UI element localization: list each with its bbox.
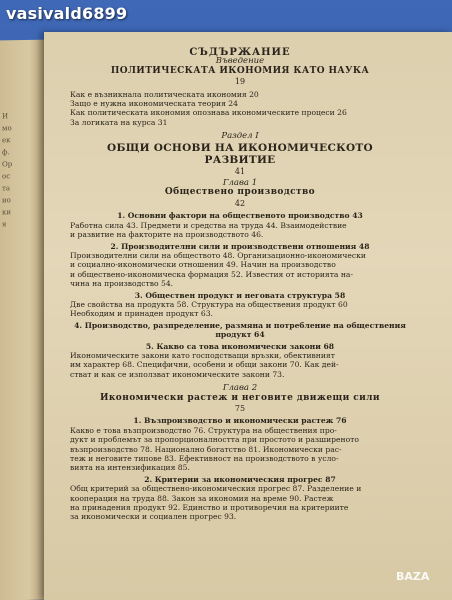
toc-entry: чина на производство 54. <box>70 279 174 289</box>
left-fragment: та <box>2 184 11 193</box>
chapter2-page: 75 <box>234 404 246 413</box>
toc-entry: Производителни сили на обществото 48. Организационно-икономически <box>70 250 366 260</box>
toc-entry: вията на интензификация 85. <box>70 463 190 473</box>
toc-entry: Две свойства на продукта 58. Структура на обществения продукт 60 <box>70 299 348 309</box>
left-fragment: Ор <box>2 160 13 169</box>
toc-subheading: 1. Възпроизводство и икономически растеж 76 <box>133 416 347 426</box>
toc-entry: Как политическата икономия опознава икономическите процеси 26 <box>70 108 347 118</box>
toc-entry: дукт и проблемът за пропорционалността при простото и разширеното <box>70 435 359 445</box>
toc-entry: и социално-икономически отношения 49. Начин на производство <box>70 260 336 270</box>
toc-subheading: 2. Критерии за икономическия прогрес 87 <box>144 474 336 484</box>
toc-entry: Икономическите закони като господстващи връзки, обективният <box>70 350 335 360</box>
table-of-contents <box>70 48 410 522</box>
toc-entry: За логиката на курса 31 <box>70 117 168 127</box>
chapter2-items <box>70 416 410 521</box>
chapter2-heading: Икономически растеж и неговите движещи сили <box>100 392 380 403</box>
toc-entry: Защо е нужна икономическата теория 24 <box>70 99 238 109</box>
intro-page: 19 <box>234 77 246 87</box>
left-fragment: И <box>2 112 9 121</box>
chapter1-items <box>70 211 410 379</box>
intro-label: Въведение <box>215 56 265 67</box>
left-page-edge <box>0 40 48 600</box>
left-fragment: я <box>2 220 7 229</box>
toc-entry: им характер 68. Специфични, особени и общи закони 70. Как дей- <box>70 360 339 370</box>
left-fragment: ио <box>2 196 11 205</box>
left-fragment: ос <box>2 172 11 181</box>
toc-entry: Работна сила 43. Предмети и средства на труда 44. Взаимодействие <box>70 220 347 230</box>
toc-title: СЪДЪРЖАНИЕ <box>189 47 291 58</box>
toc-entry: стват и как се използват икономическите закони 73. <box>70 369 285 379</box>
chapter1-page: 42 <box>234 198 246 208</box>
toc-subheading: 4. Производство, разпределение, размяна и потребление на обществения продукт 64 <box>74 320 406 340</box>
toc-entry: и обществено-икономическа формация 52. Известия от историята на- <box>70 269 354 279</box>
chapter1-label: Глава 1 <box>222 178 258 189</box>
left-fragment: ек <box>2 136 11 145</box>
toc-entry: Необходим и принаден продукт 63. <box>70 309 213 319</box>
toc-entry: и развитие на факторите на производството 46. <box>70 230 264 240</box>
left-page-fragments <box>2 110 42 231</box>
left-fragment: ф. <box>2 148 10 157</box>
toc-entry: на принадения продукт 92. Единство и противоречия на критериите <box>70 503 349 513</box>
section-page: 41 <box>234 166 246 176</box>
chapter1-heading: Обществено производство <box>164 187 316 198</box>
toc-subheading: 3. Обществен продукт и неговата структура 58 <box>134 290 346 300</box>
left-fragment: ки <box>2 208 12 217</box>
toc-entry: Общ критерий за обществено-икономическия прогрес 87. Разделение и <box>70 484 362 494</box>
toc-subheading: 1. Основни фактори на общественото производство 43 <box>117 211 363 221</box>
section-label: Раздел I <box>221 131 259 142</box>
toc-subheading: 5. Какво са това икономически закони 68 <box>145 341 335 351</box>
toc-entry: Какво е това възпроизводство 76. Структура на обществения про- <box>70 425 337 435</box>
toc-entry: за икономически и социален прогрес 93. <box>70 512 237 522</box>
toc-subheading: 2. Производителни сили и производствени отношения 48 <box>110 241 370 251</box>
intro-lines <box>70 90 410 128</box>
toc-entry: Как е възникнала политическата икономия 20 <box>70 89 259 99</box>
left-fragment: мо <box>2 124 12 133</box>
toc-entry: кооперация на труда 88. Закон за икономия на време 90. Растеж <box>70 493 334 503</box>
watermark-username: vasivald6899 <box>6 4 128 23</box>
chapter2-label: Глава 2 <box>222 383 258 394</box>
toc-entry: възпроизводство 78. Национално богатство 81. Икономически рас- <box>70 444 342 454</box>
bazar-logo: BAZA <box>396 570 430 583</box>
section-heading: ОБЩИ ОСНОВИ НА ИКОНОМИЧЕСКОТО РАЗВИТИЕ <box>107 141 373 166</box>
toc-entry: теж и неговите типове 83. Ефективност на производството в усло- <box>70 454 339 464</box>
intro-heading: ПОЛИТИЧЕСКАТА ИКОНОМИЯ КАТО НАУКА <box>110 65 370 76</box>
